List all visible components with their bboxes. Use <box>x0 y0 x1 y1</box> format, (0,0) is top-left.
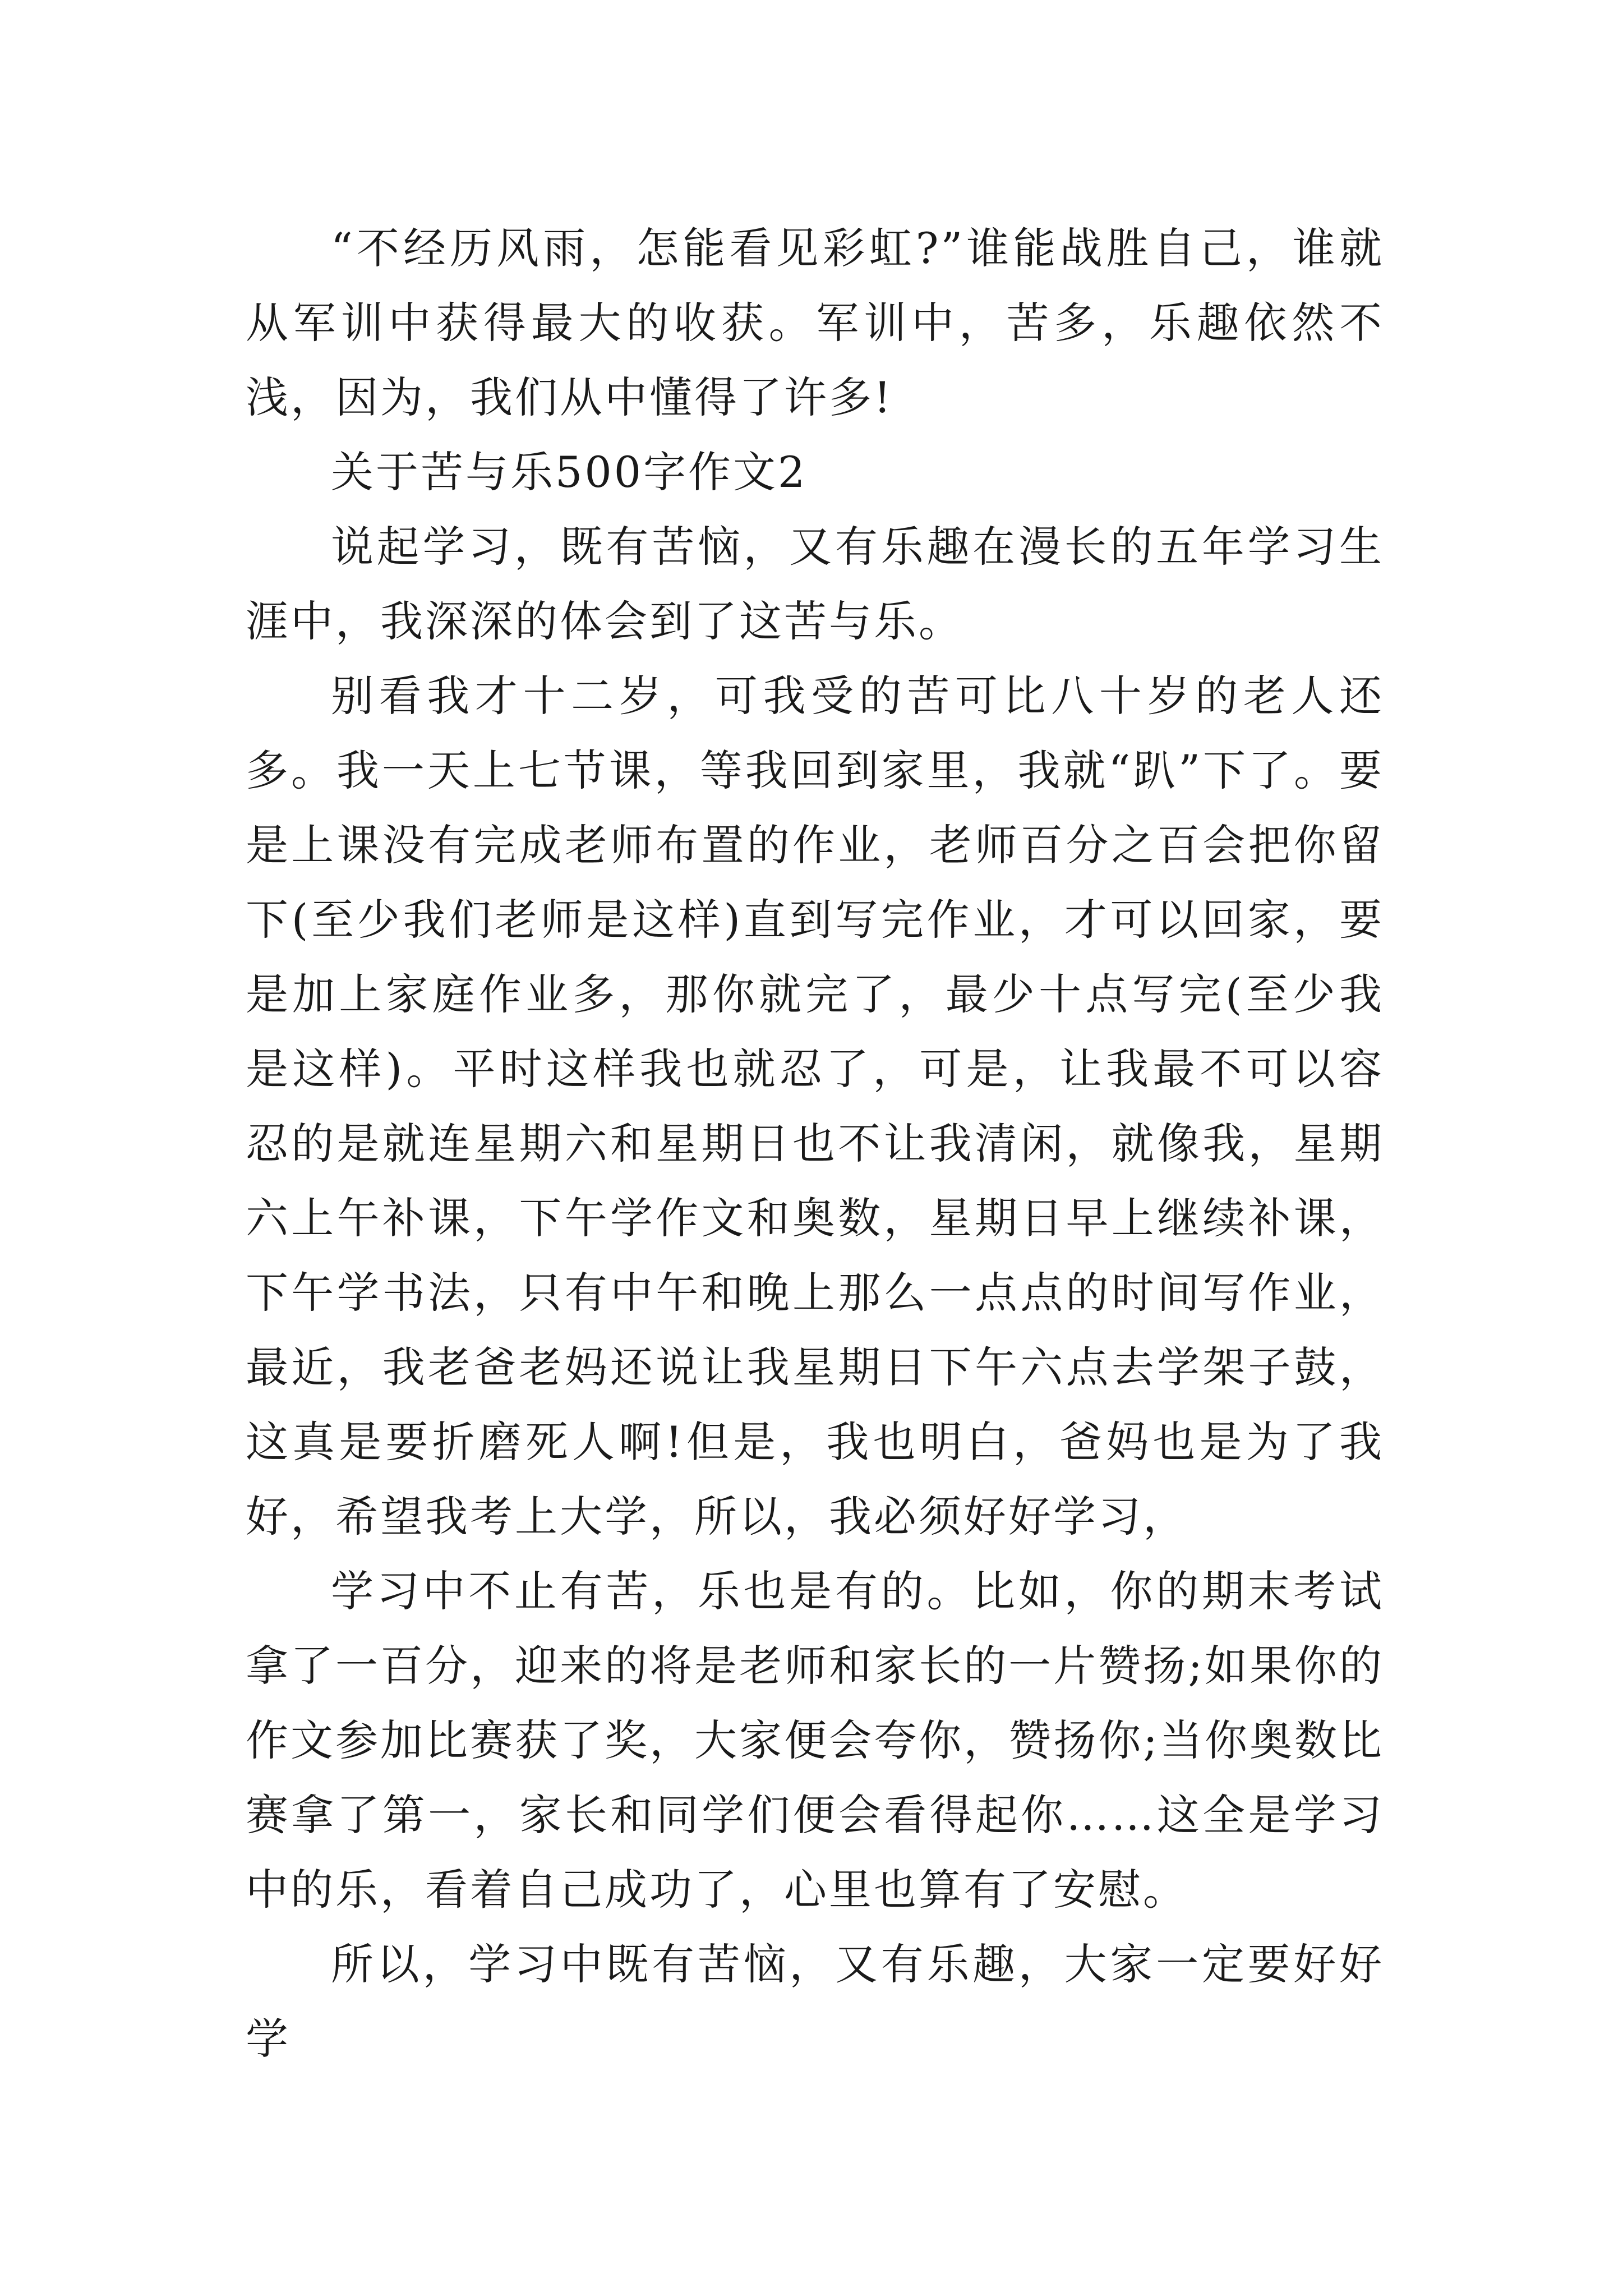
paragraph-army-training-conclusion: “不经历风雨，怎能看见彩虹?”谁能战胜自己，谁就从军训中获得最大的收获。军训中，苦多，乐趣依然不浅，因为，我们从中懂得了许多! <box>246 223 1384 422</box>
paragraph-conclusion: 所以，学习中既有苦恼，又有乐趣，大家一定要好好学 <box>246 1939 1384 2064</box>
paragraph-joy: 学习中不止有苦，乐也是有的。比如，你的期末考试拿了一百分，迎来的将是老师和家长的一片赞扬;如果你的作文参加比赛获了奖，大家便会夸你，赞扬你;当你奥数比赛拿了第一，家长和同学们便会看得起你……这全是学习中的乐，看着自己成功了，心里也算有了安慰。 <box>246 1566 1384 1915</box>
essay-heading: 关于苦与乐500字作文2 <box>331 447 808 497</box>
paragraph-hardship: 别看我才十二岁，可我受的苦可比八十岁的老人还多。我一天上七节课，等我回到家里，我就“趴”下了。要是上课没有完成老师布置的作业，老师百分之百会把你留下(至少我们老师是这样)直到写完作业，才可以回家，要是加上家庭作业多，那你就完了，最少十点写完(至少我是这样)。平时这样我也就忍了，可是，让我最不可以容忍的是就连星期六和星期日也不让我清闲，就像我，星期六上午补课，下午学作文和奥数，星期日早上继续补课，下午学书法，只有中午和晚上那么一点点的时间写作业，最近，我老爸老妈还说让我星期日下午六点去学架子鼓，这真是要折磨死人啊!但是，我也明白，爸妈也是为了我好，希望我考上大学，所以，我必须好好学习， <box>246 671 1384 1542</box>
paragraph-intro: 说起学习，既有苦恼，又有乐趣在漫长的五年学习生涯中，我深深的体会到了这苦与乐。 <box>246 522 1384 646</box>
document-body <box>246 211 1384 2076</box>
